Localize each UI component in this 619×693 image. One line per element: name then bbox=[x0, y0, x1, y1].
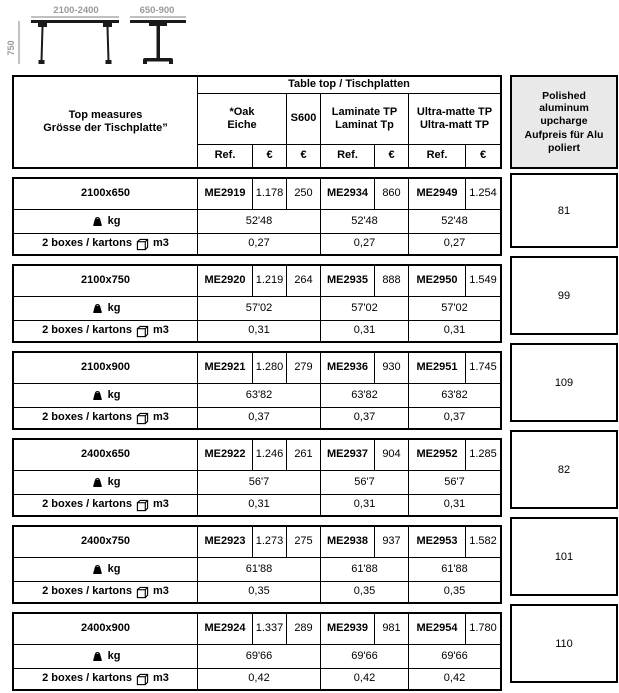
kg-value-oak: 61'88 bbox=[198, 558, 320, 581]
kg-label-text: kg bbox=[107, 214, 121, 227]
material-oak-de: Eiche bbox=[227, 119, 257, 131]
col-header-eur-ultramatte: € bbox=[466, 145, 500, 167]
material-oak-en: *Oak bbox=[229, 105, 255, 118]
material-header-s600 bbox=[287, 94, 320, 144]
kg-value-laminate: 57'02 bbox=[321, 297, 408, 320]
upcharge-value: 101 bbox=[510, 517, 618, 596]
col-header-eur-laminate: € bbox=[375, 145, 408, 167]
carton-icon bbox=[136, 412, 149, 425]
material-laminate-de: Laminat Tp bbox=[335, 119, 394, 131]
m3-label-text: m3 bbox=[152, 498, 169, 511]
oak-price: 1.246 bbox=[253, 440, 286, 470]
laminate-price: 860 bbox=[375, 179, 408, 209]
laminate-ref: ME2936 bbox=[321, 353, 374, 383]
oak-price: 1.273 bbox=[253, 527, 286, 557]
corner-header-cell bbox=[14, 77, 197, 167]
m3-label-text: m3 bbox=[152, 324, 169, 337]
laminate-price: 888 bbox=[375, 266, 408, 296]
m3-label-text: m3 bbox=[152, 672, 169, 685]
boxes-row-label bbox=[14, 321, 197, 341]
boxes-label-text: 2 boxes / kartons bbox=[42, 498, 132, 511]
m3-value-laminate: 0,27 bbox=[321, 234, 408, 254]
product-block bbox=[12, 438, 502, 517]
kg-label-text: kg bbox=[107, 475, 121, 488]
upcharge-value: 110 bbox=[510, 604, 618, 683]
upcharge-value: 81 bbox=[510, 173, 618, 248]
kg-value-ultramatte: 56'7 bbox=[409, 471, 500, 494]
s600-price: 275 bbox=[287, 527, 320, 557]
boxes-label-text: 2 boxes / kartons bbox=[42, 237, 132, 250]
kg-value-laminate: 56'7 bbox=[321, 471, 408, 494]
kg-label-text: kg bbox=[107, 562, 121, 575]
laminate-price: 981 bbox=[375, 614, 408, 644]
weight-icon bbox=[91, 390, 104, 401]
kg-label-text: kg bbox=[107, 388, 121, 401]
kg-label-text: kg bbox=[107, 301, 121, 314]
m3-value-laminate: 0,42 bbox=[321, 669, 408, 689]
table-dimension-diagram bbox=[4, 2, 204, 68]
ultramatte-price: 1.780 bbox=[466, 614, 500, 644]
oak-ref: ME2920 bbox=[198, 266, 252, 296]
oak-ref: ME2923 bbox=[198, 527, 252, 557]
ultramatte-ref: ME2949 bbox=[409, 179, 465, 209]
group-title-cell: Table top / Tischplatten bbox=[198, 77, 500, 93]
kg-row-label bbox=[14, 645, 197, 668]
kg-label-text: kg bbox=[107, 649, 121, 662]
oak-price: 1.337 bbox=[253, 614, 286, 644]
kg-row-label bbox=[14, 210, 197, 233]
s600-price: 250 bbox=[287, 179, 320, 209]
oak-ref: ME2919 bbox=[198, 179, 252, 209]
price-table bbox=[12, 75, 502, 691]
laminate-price: 904 bbox=[375, 440, 408, 470]
ultramatte-ref: ME2952 bbox=[409, 440, 465, 470]
m3-value-oak: 0,27 bbox=[198, 234, 320, 254]
oak-ref: ME2922 bbox=[198, 440, 252, 470]
laminate-ref: ME2934 bbox=[321, 179, 374, 209]
col-header-ref-ultramatte: Ref. bbox=[409, 145, 465, 167]
s600-price: 261 bbox=[287, 440, 320, 470]
ultramatte-price: 1.549 bbox=[466, 266, 500, 296]
m3-value-oak: 0,37 bbox=[198, 408, 320, 428]
upcharge-header-en: Polished aluminum upcharge bbox=[539, 89, 589, 127]
kg-value-laminate: 61'88 bbox=[321, 558, 408, 581]
material-header-ultramatte bbox=[409, 94, 500, 144]
ultramatte-ref: ME2954 bbox=[409, 614, 465, 644]
kg-value-laminate: 63'82 bbox=[321, 384, 408, 407]
size-cell: 2400x900 bbox=[14, 614, 197, 644]
width-range-label: 2100-2400 bbox=[53, 5, 99, 16]
s600-price: 289 bbox=[287, 614, 320, 644]
boxes-row-label bbox=[14, 495, 197, 515]
ultramatte-ref: ME2950 bbox=[409, 266, 465, 296]
m3-value-oak: 0,31 bbox=[198, 321, 320, 341]
kg-value-oak: 69'66 bbox=[198, 645, 320, 668]
boxes-label-text: 2 boxes / kartons bbox=[42, 585, 132, 598]
table-front-view-drawing bbox=[31, 20, 119, 64]
oak-ref: ME2921 bbox=[198, 353, 252, 383]
col-header-ref-laminate: Ref. bbox=[321, 145, 374, 167]
carton-icon bbox=[136, 238, 149, 251]
material-s600-en: S600 bbox=[290, 112, 317, 125]
ultramatte-price: 1.285 bbox=[466, 440, 500, 470]
boxes-row-label bbox=[14, 234, 197, 254]
ultramatte-price: 1.582 bbox=[466, 527, 500, 557]
laminate-price: 937 bbox=[375, 527, 408, 557]
height-label: 750 bbox=[6, 40, 16, 56]
weight-icon bbox=[91, 216, 104, 227]
laminate-ref: ME2935 bbox=[321, 266, 374, 296]
m3-value-ultramatte: 0,42 bbox=[409, 669, 500, 689]
col-header-eur-s600: € bbox=[287, 145, 320, 167]
kg-value-ultramatte: 63'82 bbox=[409, 384, 500, 407]
weight-icon bbox=[91, 564, 104, 575]
col-header-eur-oak: € bbox=[253, 145, 286, 167]
carton-icon bbox=[136, 499, 149, 512]
product-block bbox=[12, 612, 502, 691]
upcharge-value: 99 bbox=[510, 256, 618, 335]
m3-value-ultramatte: 0,31 bbox=[409, 495, 500, 515]
product-block bbox=[12, 351, 502, 430]
boxes-row-label bbox=[14, 669, 197, 689]
oak-price: 1.280 bbox=[253, 353, 286, 383]
m3-value-laminate: 0,37 bbox=[321, 408, 408, 428]
upcharge-value: 82 bbox=[510, 430, 618, 509]
ultramatte-ref: ME2953 bbox=[409, 527, 465, 557]
material-header-oak bbox=[198, 94, 286, 144]
kg-value-oak: 63'82 bbox=[198, 384, 320, 407]
kg-row-label bbox=[14, 471, 197, 494]
kg-row-label bbox=[14, 384, 197, 407]
size-cell: 2400x650 bbox=[14, 440, 197, 470]
upcharge-header bbox=[510, 75, 618, 169]
material-laminate-en: Laminate TP bbox=[331, 105, 398, 118]
laminate-price: 930 bbox=[375, 353, 408, 383]
m3-value-oak: 0,31 bbox=[198, 495, 320, 515]
oak-price: 1.178 bbox=[253, 179, 286, 209]
laminate-ref: ME2939 bbox=[321, 614, 374, 644]
m3-value-ultramatte: 0,27 bbox=[409, 234, 500, 254]
oak-ref: ME2924 bbox=[198, 614, 252, 644]
kg-value-oak: 52'48 bbox=[198, 210, 320, 233]
material-ultramatte-en: Ultra-matte TP bbox=[416, 105, 493, 118]
boxes-label-text: 2 boxes / kartons bbox=[42, 411, 132, 424]
price-table-header bbox=[12, 75, 502, 169]
kg-value-laminate: 69'66 bbox=[321, 645, 408, 668]
material-header-laminate bbox=[321, 94, 408, 144]
m3-value-laminate: 0,31 bbox=[321, 321, 408, 341]
size-cell: 2100x750 bbox=[14, 266, 197, 296]
m3-label-text: m3 bbox=[152, 585, 169, 598]
depth-range-label: 650-900 bbox=[139, 5, 175, 16]
weight-icon bbox=[91, 477, 104, 488]
upcharge-value: 109 bbox=[510, 343, 618, 422]
m3-value-ultramatte: 0,35 bbox=[409, 582, 500, 602]
product-block bbox=[12, 177, 502, 256]
table-side-view-drawing bbox=[130, 20, 186, 64]
corner-header-de: Grösse der Tischplatte” bbox=[43, 122, 168, 134]
m3-value-ultramatte: 0,31 bbox=[409, 321, 500, 341]
kg-value-ultramatte: 52'48 bbox=[409, 210, 500, 233]
m3-value-ultramatte: 0,37 bbox=[409, 408, 500, 428]
s600-price: 279 bbox=[287, 353, 320, 383]
oak-price: 1.219 bbox=[253, 266, 286, 296]
carton-icon bbox=[136, 673, 149, 686]
upcharge-column bbox=[510, 75, 618, 683]
m3-label-text: m3 bbox=[152, 237, 169, 250]
kg-value-laminate: 52'48 bbox=[321, 210, 408, 233]
m3-value-oak: 0,35 bbox=[198, 582, 320, 602]
laminate-ref: ME2937 bbox=[321, 440, 374, 470]
kg-value-oak: 57'02 bbox=[198, 297, 320, 320]
carton-icon bbox=[136, 325, 149, 338]
boxes-label-text: 2 boxes / kartons bbox=[42, 672, 132, 685]
upcharge-header-de: Aufpreis für Alu poliert bbox=[524, 129, 604, 154]
weight-icon bbox=[91, 303, 104, 314]
s600-price: 264 bbox=[287, 266, 320, 296]
corner-header-en: Top measures bbox=[68, 108, 143, 121]
boxes-label-text: 2 boxes / kartons bbox=[42, 324, 132, 337]
product-block bbox=[12, 264, 502, 343]
kg-value-ultramatte: 61'88 bbox=[409, 558, 500, 581]
product-block bbox=[12, 525, 502, 604]
ultramatte-price: 1.745 bbox=[466, 353, 500, 383]
ultramatte-ref: ME2951 bbox=[409, 353, 465, 383]
weight-icon bbox=[91, 651, 104, 662]
col-header-ref-oak: Ref. bbox=[198, 145, 252, 167]
size-cell: 2400x750 bbox=[14, 527, 197, 557]
size-cell: 2100x900 bbox=[14, 353, 197, 383]
kg-value-oak: 56'7 bbox=[198, 471, 320, 494]
material-ultramatte-de: Ultra-matt TP bbox=[419, 119, 490, 131]
kg-value-ultramatte: 57'02 bbox=[409, 297, 500, 320]
size-cell: 2100x650 bbox=[14, 179, 197, 209]
m3-label-text: m3 bbox=[152, 411, 169, 424]
kg-row-label bbox=[14, 558, 197, 581]
kg-row-label bbox=[14, 297, 197, 320]
kg-value-ultramatte: 69'66 bbox=[409, 645, 500, 668]
m3-value-laminate: 0,35 bbox=[321, 582, 408, 602]
boxes-row-label bbox=[14, 408, 197, 428]
carton-icon bbox=[136, 586, 149, 599]
m3-value-oak: 0,42 bbox=[198, 669, 320, 689]
boxes-row-label bbox=[14, 582, 197, 602]
ultramatte-price: 1.254 bbox=[466, 179, 500, 209]
m3-value-laminate: 0,31 bbox=[321, 495, 408, 515]
laminate-ref: ME2938 bbox=[321, 527, 374, 557]
